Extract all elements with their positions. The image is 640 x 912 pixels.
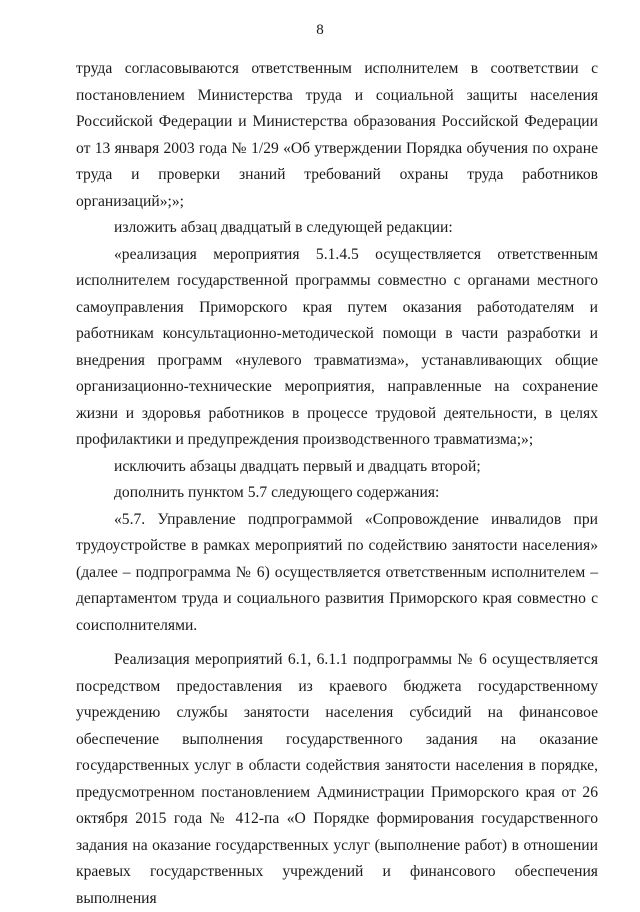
paragraph-6: «5.7. Управление подпрограммой «Сопровождение инвалидов при трудоустройстве в рамках мероприятий по содействию занятости населения» (далее – подпрограмма № 6) осуществляется ответственным исполнителем – департаментом труда и социального развития Приморского края совместно с соисполнителями. [76, 510, 598, 634]
page-number: 8 [316, 22, 324, 38]
document-body [76, 56, 598, 912]
paragraph-3: «реализация мероприятия 5.1.4.5 осуществляется ответственным исполнителем государственной программы совместно с органами местного самоуправления Приморского края путем оказания работодателям и работникам консультационно-методической помощи в части разработки и внедрения программ «нулевого травматизма», устанавливающих общие организационно-технические мероприятия, направленные на сохранение жизни и здоровья работников в процессе трудовой деятельности, в целях профилактики и предупреждения производственного травматизма;»; [76, 245, 598, 448]
paragraph-7: Реализация мероприятий 6.1, 6.1.1 подпрограммы № 6 осуществляется посредством предоставления из краевого бюджета государственному учреждению службы занятости населения субсидий на финансовое обеспечение выполнения государственного задания на оказание государственных услуг в области содействия занятости населения в порядке, предусмотренном постановлением Администрации Приморского края от 26 октября 2015 года № 412-па «О Порядке формирования государственного задания на оказание государственных услуг (выполнение работ) в отношении краевых государственных учреждений и финансового обеспечения выполнения [76, 651, 598, 907]
paragraph-5: дополнить пунктом 5.7 следующего содержания: [114, 484, 440, 501]
paragraph-4: исключить абзацы двадцать первый и двадцать второй; [114, 457, 481, 475]
paragraph-1: труда согласовываются ответственным исполнителем в соответствии с постановлением Министерства труда и социальной защиты населения Российской Федерации и Министерства образования Российской Федерации от 13 января 2003 года № 1/29 «Об утверждении Порядка обучения по охране труда и проверки знаний требований охраны труда работников организаций»;»; [76, 60, 598, 210]
paragraph-2: изложить абзац двадцатый в следующей редакции: [114, 219, 453, 236]
